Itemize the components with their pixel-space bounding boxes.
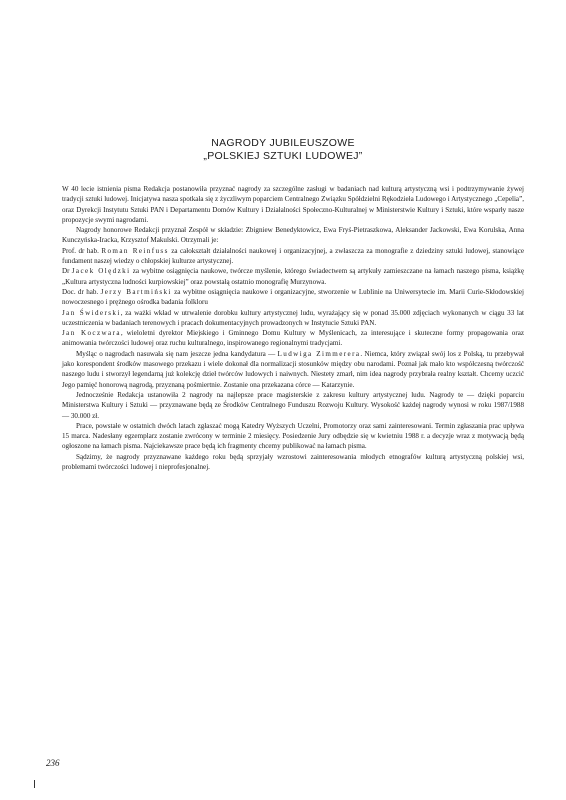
paragraph-award-koczwara [62,328,524,349]
title-prefix: Doc. dr hab. [62,287,101,296]
laureate-name: Jerzy Bartmiński [100,287,172,296]
award-reason: , za ważki wkład w utrwalenie dorobku kultury artystycznej ludu, wyrażający się w ponad 35.000 zdjęciach wykonanych w ciągu 33 lat uczestniczenia w badaniach terenowych i pracach dokumentacyjnych prowadzonych w Instytucie Sztuki PAN. [62,308,524,327]
award-reason: , wieloletni dyrektor Miejskiego i Gminnego Domu Kultury w Myślenicach, za interesujące i skuteczne formy propagowania oraz animowania twórczości ludowej oraz ruchu kulturalnego, inspirowanego regionalnymi tradycjami. [62,329,524,348]
article-body [62,184,524,472]
paragraph-submission-rules: Prace, powstałe w ostatnich dwóch latach zgłaszać mogą Katedry Wyższych Uczelni, Promotorzy oraz sami zainteresowani. Termin zgłaszania prac upływa 15 marca. Nadesłany egzemplarz zostanie zwrócony w terminie 2 miesięcy. Posiedzenie Jury odbędzie się w kwietniu 1988 r. a decyzje wraz z motywacją będą ogłoszone na łamach pisma. Najciekawsze prace będą ich fragmenty chcemy publikować na łamach pisma. [62,421,524,451]
paragraph-award-swiderski [62,308,524,329]
intro-text: Myśląc o nagrodach nasuwała się nam jeszcze jedna kandydatura — [76,349,278,358]
laureate-name: Jacek Olędzki [71,267,131,276]
paragraph-award-bartminski [62,287,524,308]
paragraph-award-reinfuss [62,246,524,267]
award-reason: za całokształt działalności naukowej i organizacyjnej, a zwłaszcza za monografie z dziedziny sztuki ludowej, stanowiące fundament naszej wiedzy o chłopskiej kulturze artystycznej. [62,246,524,266]
paragraph-thesis-awards: Jednocześnie Redakcja ustanowiła 2 nagrody na najlepsze prace magisterskie z zakresu kultury artystycznej ludu. Nagrody te — dzięki poparciu Ministerstwa Kultury i Sztuki — przyznawane będą ze Środków Centralnego Funduszu Rozwoju Kultury. Wysokość każdej nagrody wynosi w roku 1987/1988 — 30.000 zł. [62,390,524,420]
paragraph-award-zimmerer [62,349,524,390]
margin-mark [34,780,35,788]
paragraph-intro: W 40 lecie istnienia pisma Redakcja postanowiła przyznać nagrody za szczególne zasługi w badaniach nad kulturą artystyczną wsi i podtrzymywanie żywej tradycji sztuki ludowej. Inicjatywa nasza spotkała się z życzliwym poparciem Centralnego Związku Spółdzielni Rękodzieła Ludowego i Artystycznego „Cepelia”, oraz Dyrekcji Instytutu Sztuki PAN i Departamentu Domów Kultury i Działalności Społeczno-Kulturalnej w Ministerstwie Kultury i Sztuki, które wsparły nasze propozycje swymi nagrodami. [62,185,524,224]
paragraph-closing: Sądzimy, że nagrody przyznawane każdego roku będą sprzyjały wzrostowi zainteresowania młodych etnografów kulturą artystyczną polskiej wsi, problemami twórczości ludowej i nieprofesjonalnej. [62,452,524,472]
award-reason: za wybitne osiągnięcia naukowe, twórcze myślenie, którego świadectwem są artykuły zamieszczane na łamach naszego pisma, książkę „Kultura artystyczna ludności kurpiowskiej” oraz powstałą ostatnio monografię Murzynowa. [62,267,524,286]
paragraph-jury: Nagrody honorowe Redakcji przyznał Zespół w składzie: Zbigniew Benedyktowicz, Ewa Fryś-Pietraszkowa, Aleksander Jackowski, Ewa Korulska, Anna Kunczyńska-Iracka, Krzysztof Makulski. Otrzymali je: [62,226,524,245]
laureate-name: Jan Koczwara [62,329,121,338]
title-prefix: Dr [62,267,72,276]
article-title-line-1: NAGRODY JUBILEUSZOWE [211,137,355,149]
award-reason: za wybitne osiągnięcia naukowe i organizacyjne, stworzenie w Lublinie na Uniwersytecie im. Marii Curie-Skłodowskiej nowoczesnego i prężnego ośrodka badania folkloru [62,287,525,307]
award-reason: . Niemca, który związał swój los z Polską, tu przebywał jako korespondent środków masowego przekazu i wiele dokonał dla normalizacji stosunków między obu narodami. Poznał jak mało kto współczesną twórczość naszego ludu i stworzył legendarną już kolekcję dzieł twórców ludowych i naiwnych. Niestety zmarł, nim idea nagrody przybrała realny kształt. Chcemy uczcić Jego pamięć honorową nagrodą, przyznaną pośmiertnie. Zostanie ona przekazana córce — Katarzynie. [62,349,524,389]
article-title-line-2: „POLSKIEJ SZTUKI LUDOWEJ” [203,150,363,162]
laureate-name: Roman Reinfuss [101,246,169,255]
page-number: 236 [46,758,60,768]
laureate-name: Jan Świderski [62,308,121,317]
paragraph-award-oledzki [62,266,524,287]
laureate-name: Ludwiga Zimmerera [277,349,361,358]
title-prefix: Prof. dr hab. [62,246,102,255]
